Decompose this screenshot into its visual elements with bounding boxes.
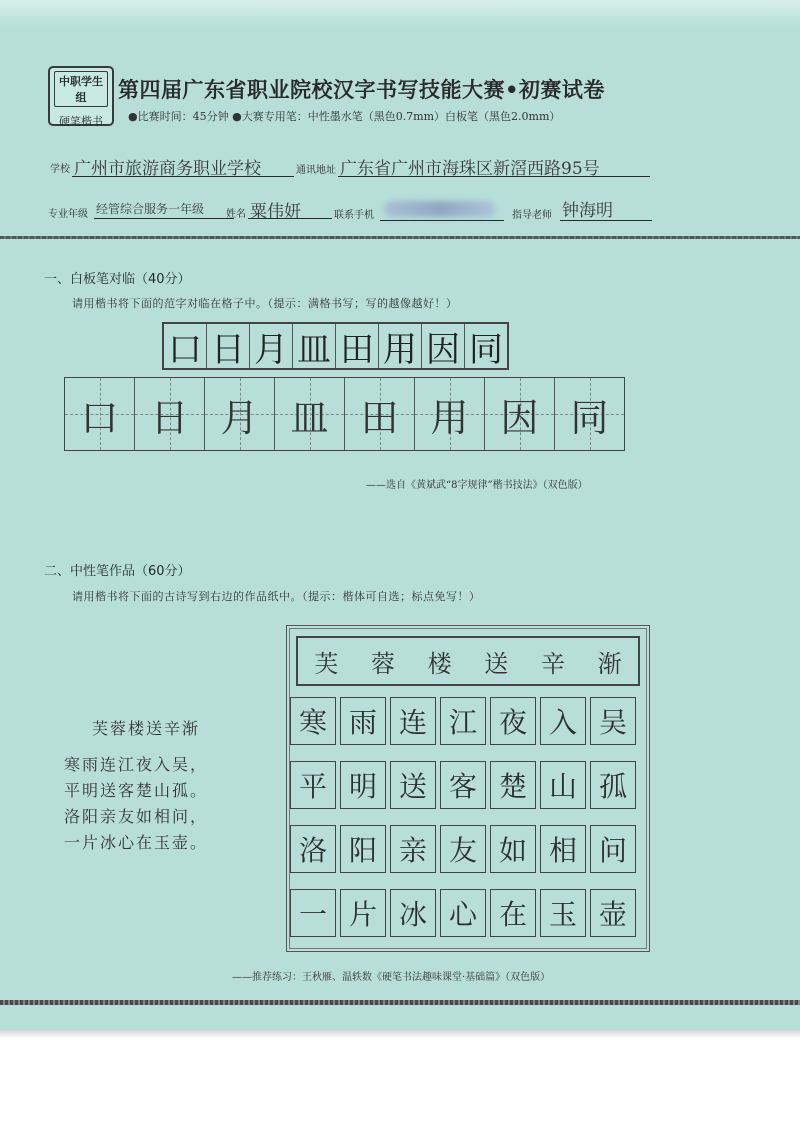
teacher-underline xyxy=(560,220,652,221)
poem-title: 芙蓉楼送辛渐 xyxy=(92,719,201,738)
footer-divider xyxy=(0,1000,800,1005)
badge-group-label: 中职学生组 xyxy=(54,71,108,107)
major-field-label: 专业年级 xyxy=(48,209,88,220)
practice-char: 口 xyxy=(80,395,119,440)
practice-char: 用 xyxy=(430,395,469,440)
work-title-char: 辛 xyxy=(540,649,565,678)
model-char: 用 xyxy=(379,324,422,368)
work-char: 连 xyxy=(390,697,436,745)
work-title-char: 送 xyxy=(484,649,509,678)
poem-line: 一片冰心在玉壶。 xyxy=(64,833,209,852)
header-divider xyxy=(0,236,800,239)
poem-line: 洛阳亲友如相问， xyxy=(64,807,209,826)
model-char: 月 xyxy=(250,324,293,368)
model-char: 日 xyxy=(207,324,250,368)
practice-cell xyxy=(485,378,555,450)
work-title-char: 蓉 xyxy=(370,649,395,678)
work-char: 问 xyxy=(590,825,636,873)
section1-source: ——选自《黄斌武“8字规律”楷书技法》（双色版） xyxy=(366,480,588,491)
phone-underline xyxy=(380,220,504,221)
work-char: 冰 xyxy=(390,889,436,937)
address-field-value: 广东省广州市海珠区新滘西路95号 xyxy=(340,159,600,179)
practice-cell xyxy=(555,378,624,450)
work-char: 山 xyxy=(540,761,586,809)
work-char: 送 xyxy=(390,761,436,809)
work-char: 吴 xyxy=(590,697,636,745)
teacher-field-value: 钟海明 xyxy=(562,201,613,221)
work-char: 亲 xyxy=(390,825,436,873)
school-field-value: 广州市旅游商务职业学校 xyxy=(74,159,261,179)
scan-edge xyxy=(0,1030,800,1038)
exam-subtitle: ●比赛时间：45分钟 ●大赛专用笔：中性墨水笔（黑色0.7mm）白板笔（黑色2.0mm） xyxy=(128,110,561,123)
poem-line: 平明送客楚山孤。 xyxy=(64,781,209,800)
work-row xyxy=(290,889,636,937)
section1-heading: 一、白板笔对临（40分） xyxy=(44,272,191,287)
model-char: 皿 xyxy=(293,324,336,368)
name-field-value: 粟伟妍 xyxy=(250,202,301,222)
work-char: 明 xyxy=(340,761,386,809)
section2-instruction: 请用楷书将下面的古诗写到右边的作品纸中。（提示：楷体可自选；标点免写！） xyxy=(72,590,481,603)
practice-char: 因 xyxy=(500,395,539,440)
work-char: 友 xyxy=(440,825,486,873)
work-char: 夜 xyxy=(490,697,536,745)
practice-char: 同 xyxy=(570,395,609,440)
work-row xyxy=(290,761,636,809)
address-underline xyxy=(338,176,650,177)
practice-char: 田 xyxy=(360,395,399,440)
work-char: 洛 xyxy=(290,825,336,873)
work-char: 如 xyxy=(490,825,536,873)
work-char: 寒 xyxy=(290,697,336,745)
work-char: 孤 xyxy=(590,761,636,809)
practice-cell xyxy=(65,378,135,450)
practice-char: 日 xyxy=(150,395,189,440)
section2-source: ——推荐练习：王秋雁、温轶数《硬笔书法趣味课堂·基础篇》（双色版） xyxy=(232,972,551,983)
practice-cell xyxy=(135,378,205,450)
work-char: 客 xyxy=(440,761,486,809)
work-row xyxy=(290,697,636,745)
practice-cell xyxy=(415,378,485,450)
redacted-phone xyxy=(384,201,496,217)
work-char: 玉 xyxy=(540,889,586,937)
work-char: 楚 xyxy=(490,761,536,809)
work-char: 片 xyxy=(340,889,386,937)
work-char: 入 xyxy=(540,697,586,745)
work-char: 相 xyxy=(540,825,586,873)
address-field-label: 通讯地址 xyxy=(296,165,336,176)
work-char: 雨 xyxy=(340,697,386,745)
model-characters xyxy=(162,322,509,370)
practice-cell xyxy=(205,378,275,450)
group-badge xyxy=(48,66,114,126)
practice-char: 皿 xyxy=(290,395,329,440)
work-title-box xyxy=(296,636,640,686)
school-underline xyxy=(72,176,294,177)
name-field-label: 姓名 xyxy=(226,209,246,220)
teacher-field-label: 指导老师 xyxy=(512,210,552,221)
major-field-value: 经管综合服务一年级 xyxy=(96,202,205,216)
practice-char: 月 xyxy=(220,395,259,440)
major-underline xyxy=(94,218,234,219)
work-title-char: 芙 xyxy=(314,649,339,678)
poem-line: 寒雨连江夜入吴， xyxy=(64,755,209,774)
model-char: 田 xyxy=(336,324,379,368)
exam-title: 第四届广东省职业院校汉字书写技能大赛•初赛试卷 xyxy=(118,78,605,102)
work-char: 壶 xyxy=(590,889,636,937)
section1-instruction: 请用楷书将下面的范字对临在格子中。（提示：满格书写；写的越像越好！） xyxy=(72,297,458,310)
work-char: 江 xyxy=(440,697,486,745)
work-title-char: 楼 xyxy=(427,649,452,678)
work-char: 心 xyxy=(440,889,486,937)
model-char: 同 xyxy=(469,329,503,370)
phone-field-label: 联系手机 xyxy=(334,210,374,221)
model-char: 因 xyxy=(422,324,465,368)
practice-cell xyxy=(345,378,415,450)
work-char: 一 xyxy=(290,889,336,937)
practice-grid xyxy=(64,377,625,451)
work-title-char: 渐 xyxy=(597,649,622,678)
practice-cell xyxy=(275,378,345,450)
work-char: 平 xyxy=(290,761,336,809)
name-underline xyxy=(248,218,332,219)
work-row xyxy=(290,825,636,873)
work-char: 阳 xyxy=(340,825,386,873)
work-char: 在 xyxy=(490,889,536,937)
section2-heading: 二、中性笔作品（60分） xyxy=(44,564,191,579)
badge-category-label: 硬笔楷书 xyxy=(59,115,103,128)
school-field-label: 学校 xyxy=(50,164,70,175)
model-char: 口 xyxy=(164,324,207,368)
